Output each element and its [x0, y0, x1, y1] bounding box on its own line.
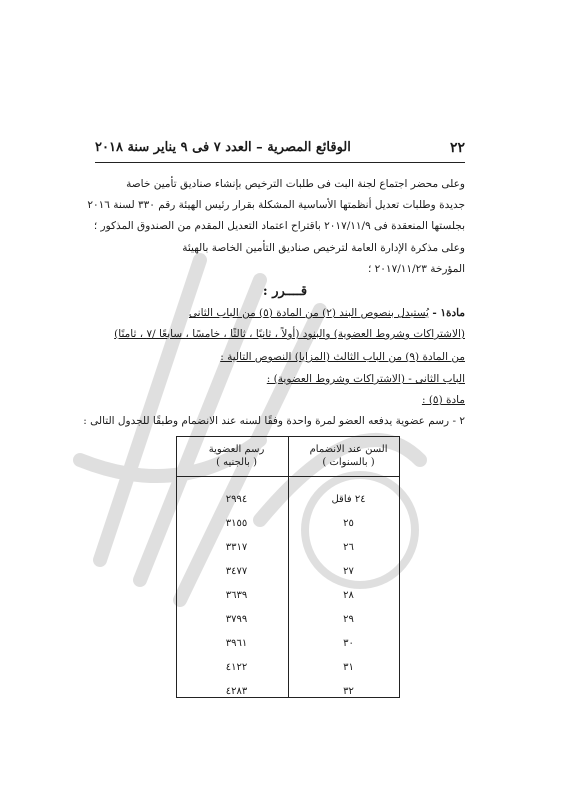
header-rule: [95, 162, 465, 163]
fee-cell: ٣٣١٧: [225, 541, 248, 553]
table-row: [176, 607, 400, 631]
article1-text: يُستبدل بنصوص البند (٢) من المادة (٥) من الباب الثانى: [188, 307, 429, 319]
age-cell: ٣٠: [343, 637, 354, 649]
article1-line-5: مادة (٥) :: [421, 394, 465, 406]
table-row: [176, 655, 400, 679]
preamble-line-2: جديدة وطلبات تعديل أنظمتها الأساسية المشكلة بقرار رئيس الهيئة رقم ٣٣٠ لسنة ٢٠١٦: [87, 199, 465, 211]
age-column-header: [297, 436, 400, 477]
article1-line-4: الباب الثانى - (الاشتراكات وشروط العضوية) :: [266, 373, 465, 385]
article1-line-3: من المادة (٩) من الباب الثالث (المزايا) النصوص التالية :: [220, 351, 465, 363]
age-cell: ٢٧: [343, 565, 354, 577]
fee-cell: ٤٢٨٣: [225, 685, 248, 697]
preamble-line-5: المؤرخة ٢٠١٧/١١/٢٣ ؛: [367, 263, 465, 275]
gazette-title: الوقائع المصرية – العدد ٧ فى ٩ يناير سنة ٢٠١٨: [95, 140, 351, 155]
article1-line-2: (الاشتراكات وشروط العضوية) والبنود (أولاً ، ثانيًا ، ثالثًا ، خامسًا ، سابعًا /٧ ، ثامنًا): [114, 328, 465, 340]
age-cell: ٣٢: [343, 685, 354, 697]
table-row: [176, 679, 400, 703]
age-header-line2: ( بالسنوات ): [322, 457, 375, 468]
article1-line-1: [189, 306, 465, 320]
table-row: [176, 559, 400, 583]
age-cell: ٣١: [343, 661, 354, 673]
table-row: [176, 583, 400, 607]
preamble-line-3: بجلستها المنعقدة فى ٢٠١٧/١١/٩ باقتراح اعتماد التعديل المقدم من الصندوق المذكور ؛: [93, 220, 465, 232]
page-number: ٢٢: [449, 140, 465, 156]
preamble-line-1: وعلى محضر اجتماع لجنة البت فى طلبات الترخيص بإنشاء صناديق تأمين خاصة: [126, 178, 465, 190]
table-row: [176, 535, 400, 559]
fee-header-line2: ( بالجنيه ): [216, 457, 257, 468]
fee-cell: ٣٦٣٩: [225, 589, 248, 601]
age-cell: ٢٦: [343, 541, 354, 553]
age-header-line1: السن عند الانضمام: [309, 444, 388, 455]
decision-heading: قــــرر :: [262, 284, 308, 299]
table-row: [176, 511, 400, 535]
fee-cell: ٣٤٧٧: [225, 565, 248, 577]
table-header-row: [176, 436, 400, 477]
fee-header-line1: رسم العضوية: [208, 444, 265, 455]
fee-column-header: [176, 436, 297, 477]
fee-cell: ٣١٥٥: [225, 517, 248, 529]
article1-line-6: ٢ - رسم عضوية يدفعه العضو لمرة واحدة وفقًا لسنه عند الانضمام وطبقًا للجدول التالى :: [83, 415, 465, 427]
fee-cell: ٢٩٩٤: [225, 493, 248, 505]
age-cell: ٢٤ فاقل: [331, 493, 366, 505]
preamble-line-4: وعلى مذكرة الإدارة العامة لترخيص صناديق التأمين الخاصة بالهيئة: [182, 242, 465, 254]
fee-cell: ٣٩٦١: [225, 637, 248, 649]
table-row: [176, 631, 400, 655]
membership-fee-table: [176, 436, 400, 703]
table-row: [176, 487, 400, 511]
fee-cell: ٣٧٩٩: [225, 613, 248, 625]
article-label: مادة١ -: [432, 307, 465, 319]
page-header: [95, 140, 465, 160]
age-cell: ٢٨: [343, 589, 354, 601]
age-cell: ٢٩: [343, 613, 354, 625]
fee-cell: ٤١٢٢: [225, 661, 248, 673]
age-cell: ٢٥: [343, 517, 354, 529]
